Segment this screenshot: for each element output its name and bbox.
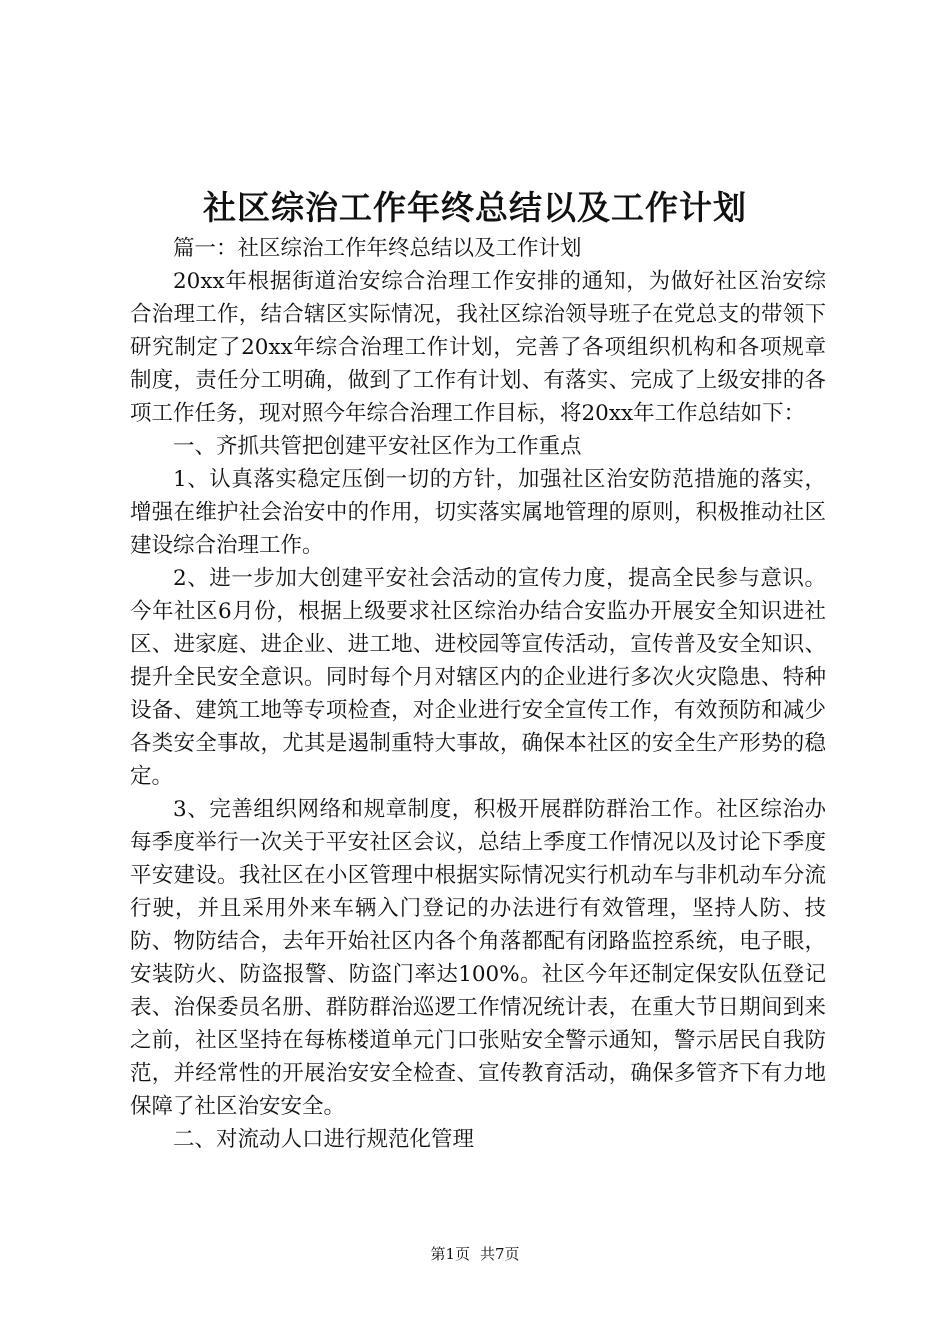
document-title: 社区综治工作年终总结以及工作计划 xyxy=(203,188,747,227)
section-heading-2: 二、对流动人口进行规范化管理 xyxy=(173,1127,475,1152)
section-heading-part-one: 篇一：社区综治工作年终总结以及工作计划 xyxy=(173,236,582,261)
paragraph-item-3: 3、完善组织网络和规章制度，积极开展群防群治工作。社区综治办每季度举行一次关于平安社区会议，总结上季度工作情况以及讨论下季度平安建设。我社区在小区管理中根据实际情况实行机动车与非机动车分流行驶，并且采用外来车辆入门登记的办法进行有效管理，坚持人防、技防、物防结合，去年开始社区内各个角落都配有闭路监控系统，电子眼，安装防火、防盗报警、防盗门率达100%。社区今年还制定保安队伍登记表、治保委员名册、群防群治巡逻工作情况统计表，在重大节日期间到来之前，社区坚持在每栋楼道单元门口张贴安全警示通知，警示居民自我防范，并经常性的开展治安安全检查、宣传教育活动，确保多管齐下有力地保障了社区治安安全。 xyxy=(130,797,826,1119)
intro-paragraph: 20xx年根据街道治安综合治理工作安排的通知，为做好社区治安综合治理工作，结合辖区实际情况，我社区综治领导班子在党总支的带领下研究制定了20xx年综合治理工作计划，完善了各项组织机构和各项规章制度，责任分工明确，做到了工作有计划、有落实、完成了上级安排的各项工作任务，现对照今年综合治理工作目标，将20xx年工作总结如下： xyxy=(130,269,826,426)
page-footer xyxy=(0,1244,950,1264)
document-body xyxy=(130,232,826,1156)
page-number: 第1页 xyxy=(430,1245,470,1263)
paragraph-item-2: 2、进一步加大创建平安社会活动的宣传力度，提高全民参与意识。今年社区6月份，根据上级要求社区综治办结合安监办开展安全知识进社区、进家庭、进企业、进工地、进校园等宣传活动，宣传普及安全知识、提升全民安全意识。同时每个月对辖区内的企业进行多次火灾隐患、特种设备、建筑工地等专项检查，对企业进行安全宣传工作，有效预防和减少各类安全事故，尤其是遏制重特大事故，确保本社区的安全生产形势的稳定。 xyxy=(130,566,826,789)
paragraph-item-1: 1、认真落实稳定压倒一切的方针，加强社区治安防范措施的落实，增强在维护社会治安中的作用，切实落实属地管理的原则，积极推动社区建设综合治理工作。 xyxy=(130,467,826,558)
page-total: 共7页 xyxy=(480,1245,520,1263)
section-heading-1: 一、齐抓共管把创建平安社区作为工作重点 xyxy=(173,434,582,459)
